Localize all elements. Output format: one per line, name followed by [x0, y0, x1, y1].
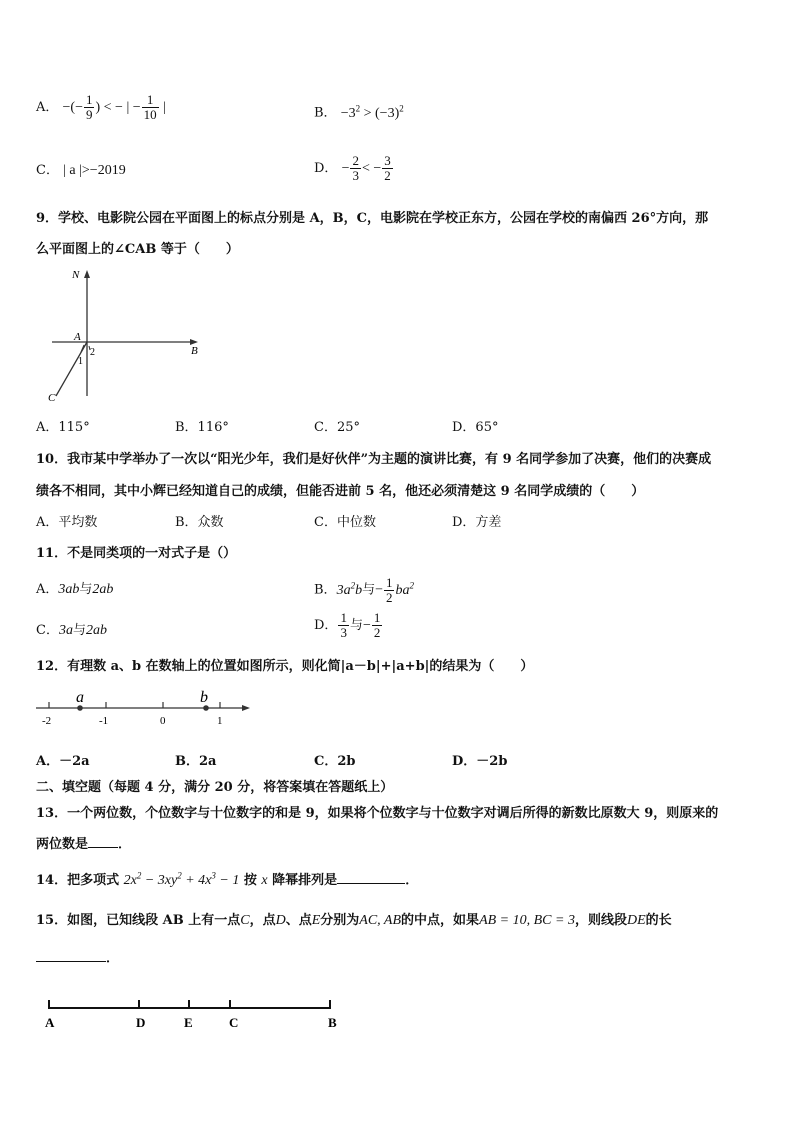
- q15-segment-figure: [40, 995, 350, 1035]
- q12-number-line: [30, 686, 260, 730]
- q9-option-b: B．116°: [175, 420, 229, 435]
- fraction: $\frac{1}{2}$: [385, 574, 393, 605]
- figure-label-b: B: [191, 345, 198, 357]
- q12-option-d: D．－2b: [452, 754, 508, 769]
- figure-label-c: C: [48, 392, 56, 404]
- fraction: $\frac{2}{3}$: [352, 153, 359, 183]
- q10-option-a: A．平均数: [36, 515, 98, 530]
- q13-stem-line2: 两位数是 ．: [36, 837, 132, 852]
- q8-option-c: [36, 156, 126, 186]
- tick-label: -1: [99, 715, 109, 727]
- q12-option-c: C．2b: [314, 754, 356, 769]
- answer-blank[interactable]: [337, 871, 405, 884]
- q9-stem-line2: 么平面图上的∠CAB 等于（ ）: [36, 242, 239, 257]
- q9-option-c: C．25°: [314, 420, 360, 435]
- q8-option-a: A． −(− $\frac{1}{9}$ ) < − | − $\frac{1}{10}$ |: [36, 92, 166, 122]
- q12-option-a: A．－2a: [36, 754, 90, 769]
- figure-label-1: 1: [78, 356, 83, 367]
- tick-label: -2: [42, 715, 52, 727]
- tick-label: 1: [217, 715, 223, 727]
- option-label: C．: [36, 163, 59, 178]
- answer-blank[interactable]: [88, 835, 118, 848]
- q12-stem: 12．有理数 a、b 在数轴上的位置如图所示，则化简|a－b|+|a+b|的结果为（ ）: [36, 659, 534, 674]
- point-label-b: b: [200, 689, 208, 706]
- figure-label-e: E: [184, 1015, 193, 1030]
- q8-option-b: B． $-3^2 > (-3)^2$: [314, 103, 404, 121]
- q9-option-d: D．65°: [452, 420, 499, 435]
- option-label: D．: [314, 161, 338, 176]
- figure-label-n: N: [72, 269, 80, 281]
- point-label-a: a: [76, 689, 84, 706]
- q8-option-d: D． − $\frac{2}{3}$ < − $\frac{3}{2}$: [314, 153, 391, 183]
- q9-direction-figure: [40, 262, 210, 407]
- q11-option-b: B．$3a^2b$与− $\frac{1}{2}$ $ba^2$: [314, 574, 414, 605]
- fraction: $\frac{1}{10}$: [143, 92, 157, 122]
- option-label: B．: [314, 105, 337, 121]
- q15-stem: 15．如图，已知线段 AB 上有一点C，点D、点E分别为AC, AB的中点，如果AB = 10, BC = 3，则线段DE的长: [36, 913, 672, 928]
- q15-answer-line: ．: [36, 947, 119, 966]
- figure-label-d: D: [136, 1015, 146, 1030]
- figure-label-2: 2: [90, 347, 95, 358]
- q10-option-b: B．众数: [175, 515, 224, 530]
- tick-label: 0: [160, 715, 166, 727]
- q13-stem-line1: 13．一个两位数，个位数字与十位数字的和是 9，如果将个位数字与十位数字对调后所得的新数比原数大 9，则原来的: [36, 806, 719, 821]
- q10-stem-line2: 绩各不相同，其中小辉已经知道自己的成绩，但能否进前 5 名，他还必须清楚这 9 名同学成绩的（ ）: [36, 484, 645, 499]
- fraction: $\frac{1}{9}$: [85, 92, 93, 122]
- fraction: $\frac{1}{2}$: [373, 610, 381, 640]
- figure-label-a: A: [45, 1015, 55, 1030]
- q9-stem-line1: 9．学校、电影院公园在平面图上的标点分别是 A，B，C，电影院在学校正东方，公园在学校的南偏西 26°方向，那: [36, 211, 709, 226]
- section-heading: 二、填空题（每题 4 分，满分 20 分，将答案填在答题纸上）: [36, 780, 394, 795]
- answer-blank[interactable]: [36, 949, 106, 962]
- fraction: $\frac{3}{2}$: [384, 153, 391, 183]
- q10-stem-line1: 10．我市某中学举办了一次以“阳光少年，我们是好伙伴”为主题的演讲比赛，有 9 名同学参加了决赛，他们的决赛成: [36, 452, 712, 467]
- figure-label-b: B: [328, 1015, 337, 1030]
- q11-stem: 11．不是同类项的一对式子是（）: [36, 546, 237, 561]
- figure-label-c: C: [229, 1015, 239, 1030]
- q14-stem: 14．把多项式 $2x^2 - 3xy^2 + 4x^3 - 1$ 按 x 降幂排列是 ．: [36, 870, 419, 888]
- q11-option-a: A．3ab与2ab: [36, 582, 114, 597]
- q9-option-a: A．115°: [36, 420, 90, 435]
- q12-option-b: B．2a: [175, 754, 217, 769]
- figure-label-a: A: [74, 331, 81, 343]
- fraction: $\frac{1}{3}$: [340, 610, 347, 640]
- option-text: | a |>−2019: [63, 163, 126, 178]
- option-label: A．: [36, 100, 59, 115]
- q11-option-c: C．3a与2ab: [36, 623, 107, 638]
- q10-option-c: C．中位数: [314, 515, 376, 530]
- q10-option-d: D．方差: [452, 515, 502, 530]
- q11-option-d: D． $\frac{1}{3}$ 与− $\frac{1}{2}$: [314, 610, 381, 640]
